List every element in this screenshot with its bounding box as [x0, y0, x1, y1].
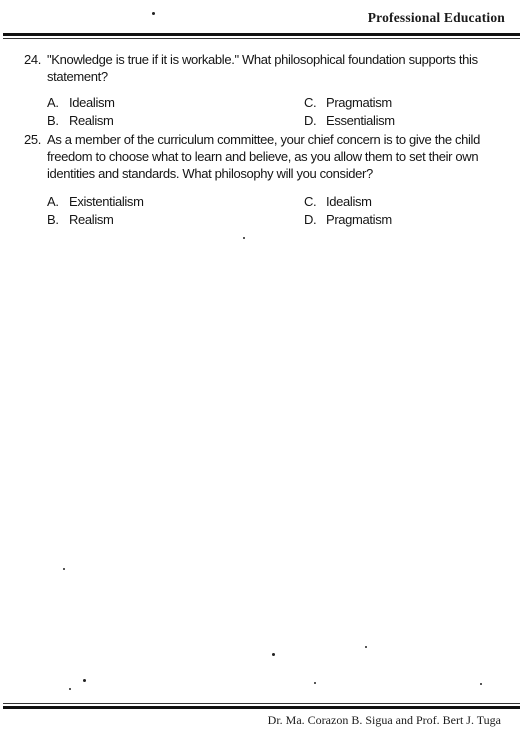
- choice-b: B. Realism: [47, 212, 114, 227]
- scan-speck: [83, 679, 86, 682]
- scan-speck: [152, 12, 155, 15]
- footer-credit: Dr. Ma. Corazon B. Sigua and Prof. Bert J. Tuga: [267, 713, 501, 727]
- scan-speck: [69, 688, 71, 690]
- question-text: As a member of the curriculum committee, your chief concern is to give the child freedom to choose what to learn and believe, as you allow them to set their own identities and standards. What philosophy will you consider?: [47, 132, 480, 181]
- question-25: [24, 131, 508, 182]
- scan-speck: [314, 682, 316, 684]
- question-text: "Knowledge is true if it is workable." What philosophical foundation supports this statement?: [47, 52, 478, 84]
- question-number: 25.: [24, 132, 42, 147]
- header-rule-thin: [3, 38, 520, 39]
- choice-a: A. Idealism: [47, 95, 115, 110]
- scan-speck: [63, 568, 65, 570]
- choice-b: B. Realism: [47, 113, 114, 128]
- footer-rule-thick: [3, 706, 520, 709]
- choice-d: D. Essentialism: [304, 113, 395, 128]
- question-number: 24.: [24, 52, 42, 67]
- choice-d: D. Pragmatism: [304, 212, 392, 227]
- header-rule-thick: [3, 33, 520, 36]
- scan-speck: [243, 237, 245, 239]
- choice-c: C. Pragmatism: [304, 95, 392, 110]
- choice-a: A. Existentialism: [47, 194, 144, 209]
- scan-speck: [272, 653, 275, 656]
- footer-rule-thin: [3, 703, 520, 704]
- scan-speck: [480, 683, 482, 685]
- question-24: [24, 51, 508, 85]
- header-title: Professional Education: [367, 10, 505, 25]
- scan-speck: [365, 646, 367, 648]
- choice-c: C. Idealism: [304, 194, 372, 209]
